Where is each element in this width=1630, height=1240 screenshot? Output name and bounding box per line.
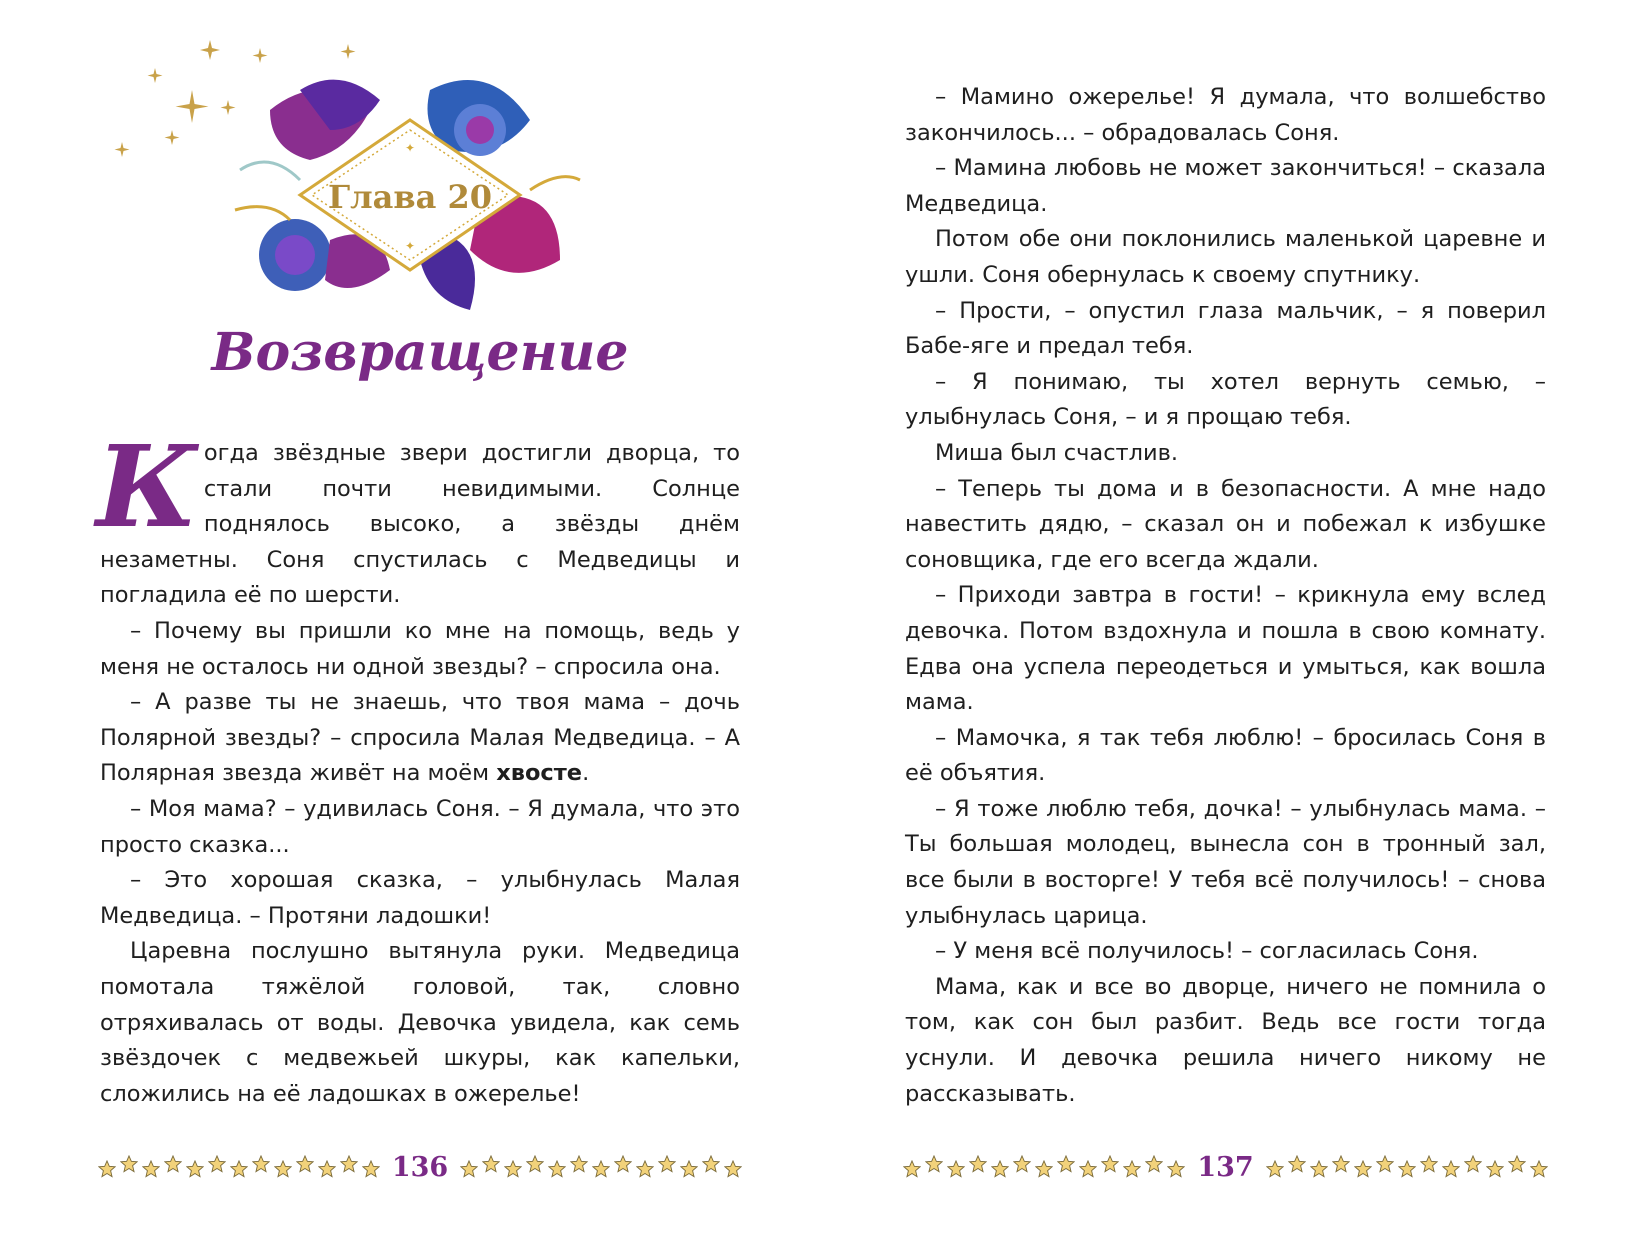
star-icon [1486, 1160, 1504, 1178]
star-icon [636, 1160, 654, 1178]
chapter-title: Возвращение [211, 322, 629, 383]
paragraph: Царевна послушно вытянула руки. Медведица помотала тяжёлой головой, так, словно отряхивалась от воды. Девочка увидела, как семь звёздочек с медвежьей шкуры, как капельки, сложились на её ладошках в ожерелье! [100, 938, 740, 1107]
star-icon [1013, 1155, 1031, 1173]
paragraph: – Моя мама? – удивилась Соня. – Я думала, что это просто сказка... [100, 795, 740, 858]
star-icon [526, 1155, 544, 1173]
paragraph: – У меня всё получилось! – согласилась Соня. [935, 938, 1479, 965]
star-icon [164, 1155, 182, 1173]
paragraph: – Это хорошая сказка, – улыбнулась Малая Медведица. – Протяни ладошки! [100, 867, 740, 929]
page-number: 136 [391, 1151, 449, 1183]
star-icon [724, 1160, 742, 1178]
star-icon [230, 1160, 248, 1178]
right-page [815, 0, 1630, 1240]
svg-text:✦: ✦ [404, 141, 416, 155]
page-footer [903, 1147, 1548, 1187]
star-icon [680, 1160, 698, 1178]
star-icon [1035, 1160, 1053, 1178]
paragraph: – Мамина любовь не может закончиться! – сказала Медведица. [905, 155, 1546, 217]
star-icon [1079, 1160, 1097, 1178]
star-icon [1123, 1160, 1141, 1178]
star-icon [504, 1160, 522, 1178]
chapter-label: Глава 20 [327, 178, 493, 216]
left-text [96, 422, 740, 1112]
star-icon [1332, 1155, 1350, 1173]
paragraph: – Я понимаю, ты хотел вернуть семью, – улыбнулась Соня, – и я прощаю тебя. [905, 368, 1546, 431]
star-icon [1288, 1155, 1306, 1173]
page-footer [98, 1147, 742, 1187]
paragraph-tail: . [582, 760, 590, 787]
star-icon [120, 1155, 138, 1173]
star-icon [1266, 1160, 1284, 1178]
paragraph: – Теперь ты дома и в безопасности. А мне надо навестить дядю, – сказал он и побежал к избушке соновщика, где его всегда ждали. [905, 475, 1546, 573]
star-icon [702, 1155, 720, 1173]
star-icon [186, 1160, 204, 1178]
star-icon [614, 1155, 632, 1173]
star-icon [208, 1155, 226, 1173]
star-icon [482, 1155, 500, 1173]
star-icon [1420, 1155, 1438, 1173]
star-icon [1167, 1160, 1185, 1178]
star-icon [1398, 1160, 1416, 1178]
star-icon [1101, 1155, 1119, 1173]
star-icon [903, 1160, 921, 1178]
star-icon [1145, 1155, 1163, 1173]
star-icon [274, 1160, 292, 1178]
paragraph-text: – А разве ты не знаешь, что твоя мама – дочь Полярной звезды? – спросила Малая Медведица. – А Полярная звезда живёт на моём [100, 689, 740, 787]
paragraph [96, 422, 740, 614]
star-icon [318, 1160, 336, 1178]
paragraph: – Почему вы пришли ко мне на помощь, ведь у меня не осталось ни одной звезды? – спросила она. [100, 617, 740, 680]
star-icon [570, 1155, 588, 1173]
star-icon [991, 1160, 1009, 1178]
paragraph: Миша был счастлив. [935, 439, 1179, 466]
star-icon [1530, 1160, 1548, 1178]
star-icon [296, 1155, 314, 1173]
star-icon [1464, 1155, 1482, 1173]
stars-border [903, 1155, 1185, 1179]
paragraph-text: огда звёздные звери достигли дворца, то стали почти невидимыми. Солнце поднялось высоко, а звёзды днём незаметны. Соня спустилась с Медведицы и погладила её по шерсти. [100, 440, 740, 609]
paragraph: – Приходи завтра в гости! – крикнула ему вслед девочка. Потом вздохнула и пошла в свою комнату. Едва она успела переодеться и умыться, как вошла мама. [905, 582, 1546, 716]
star-icon [658, 1155, 676, 1173]
svg-text:✦: ✦ [404, 239, 416, 253]
star-icon [1376, 1155, 1394, 1173]
paragraph [100, 685, 740, 792]
star-icon [362, 1160, 380, 1178]
stars-border [460, 1155, 742, 1179]
paragraph: – Прости, – опустил глаза мальчик, – я поверил Бабе-яге и предал тебя. [905, 297, 1546, 360]
star-icon [252, 1155, 270, 1173]
star-icon [1057, 1155, 1075, 1173]
star-icon [142, 1160, 160, 1178]
star-icon [1442, 1160, 1460, 1178]
chapter-ornament [230, 70, 590, 310]
star-icon [969, 1155, 987, 1173]
star-icon [98, 1160, 116, 1178]
paragraph: Мама, как и все во дворце, ничего не помнила о том, как сон был разбит. Ведь все гости тогда уснули. И девочка решила ничего никому не рассказывать. [905, 973, 1546, 1107]
star-icon [1310, 1160, 1328, 1178]
paragraph: – Мамочка, я так тебя люблю! – бросилась Соня в её объятия. [905, 724, 1546, 787]
star-icon [925, 1155, 943, 1173]
paragraph: – Мамино ожерелье! Я думала, что волшебство закончилось... – обрадовалась Соня. [905, 84, 1546, 146]
star-icon [947, 1160, 965, 1178]
star-icon [1354, 1160, 1372, 1178]
right-text [905, 80, 1546, 1112]
bold-word: хвосте [496, 760, 583, 787]
page-number: 137 [1197, 1151, 1254, 1183]
star-icon [548, 1160, 566, 1178]
stars-border [98, 1155, 380, 1179]
star-icon [460, 1160, 478, 1178]
drop-cap: К [96, 422, 198, 553]
star-icon [592, 1160, 610, 1178]
paragraph: Потом обе они поклонились маленькой царевне и ушли. Соня обернулась к своему спутнику. [905, 226, 1546, 288]
star-icon [340, 1155, 358, 1173]
stars-border [1266, 1155, 1548, 1179]
star-icon [1508, 1155, 1526, 1173]
paragraph: – Я тоже люблю тебя, дочка! – улыбнулась мама. – Ты большая молодец, вынесла сон в тронный зал, все были в восторге! У тебя всё получилось! – снова улыбнулась царица. [905, 795, 1546, 929]
